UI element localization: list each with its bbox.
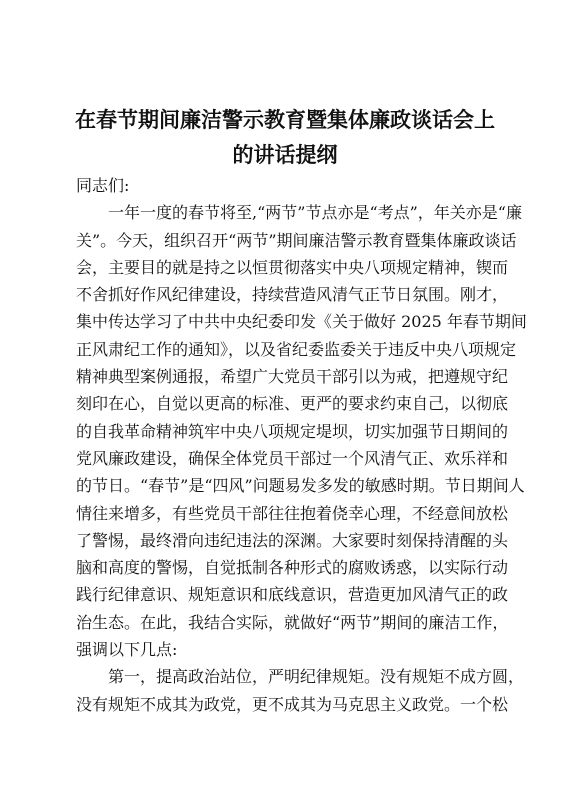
text-line: 的自我革命精神筑牢中央八项规定堤坝，切实加强节日期间的 bbox=[76, 421, 509, 441]
text-line: 践行纪律意识、规矩意识和底线意识，营造更加风清气正的政 bbox=[76, 585, 509, 605]
text-line: 强调以下几点: bbox=[76, 640, 178, 660]
document-title bbox=[60, 103, 510, 173]
text-line: 一年一度的春节将至,“两节”节点亦是“考点”，年关亦是“廉 bbox=[76, 203, 522, 223]
text-line: 没有规矩不成其为政党，更不成其为马克思主义政党。一个松 bbox=[76, 694, 509, 714]
text-line: 正风肃纪工作的通知》，以及省纪委监委关于违反中央八项规定 bbox=[76, 339, 517, 359]
title-line-2: 的讲话提纲 bbox=[232, 143, 338, 167]
text-line: 第一，提高政治站位，严明纪律规矩。没有规矩不成方圆， bbox=[76, 667, 525, 687]
text-line: 刻印在心，自觉以更高的标准、更严的要求约束自己，以彻底 bbox=[76, 394, 509, 414]
text-line: 脑和高度的警惕，自觉抵制各种形式的腐败诱惑，以实际行动 bbox=[76, 558, 509, 578]
title-line-1: 在春节期间廉洁警示教育暨集体廉政谈话会上 bbox=[75, 108, 495, 132]
text-line: 不舍抓好作风纪律建设，持续营造风清气正节日氛围。刚才， bbox=[76, 285, 509, 305]
text-line: 的节日。“春节”是“四风”问题易发多发的敏感时期。节日期间人 bbox=[76, 476, 525, 496]
text-line: 集中传达学习了中共中央纪委印发《关于做好 2025 年春节期间 bbox=[76, 312, 527, 332]
text-line: 精神典型案例通报，希望广大党员干部引以为戒，把遵规守纪 bbox=[76, 367, 509, 387]
text-line: 党风廉政建设，确保全体党员干部过一个风清气正、欢乐祥和 bbox=[76, 448, 509, 468]
paragraph-first-point bbox=[76, 663, 525, 718]
salutation: 同志们: bbox=[76, 176, 130, 195]
document-body bbox=[76, 172, 527, 718]
text-line: 关”。今天，组织召开“两节”期间廉洁警示教育暨集体廉政谈话 bbox=[76, 230, 517, 250]
text-line: 会，主要目的就是持之以恒贯彻落实中央八项规定精神，锲而 bbox=[76, 257, 509, 277]
text-line: 情往来增多，有些党员干部往往抱着侥幸心理，不经意间放松 bbox=[76, 503, 509, 523]
paragraph-opening bbox=[76, 199, 527, 663]
text-line: 治生态。在此，我结合实际，就做好“两节”期间的廉洁工作， bbox=[76, 612, 509, 632]
text-line: 了警惕，最终滑向违纪违法的深渊。大家要时刻保持清醒的头 bbox=[76, 530, 509, 550]
